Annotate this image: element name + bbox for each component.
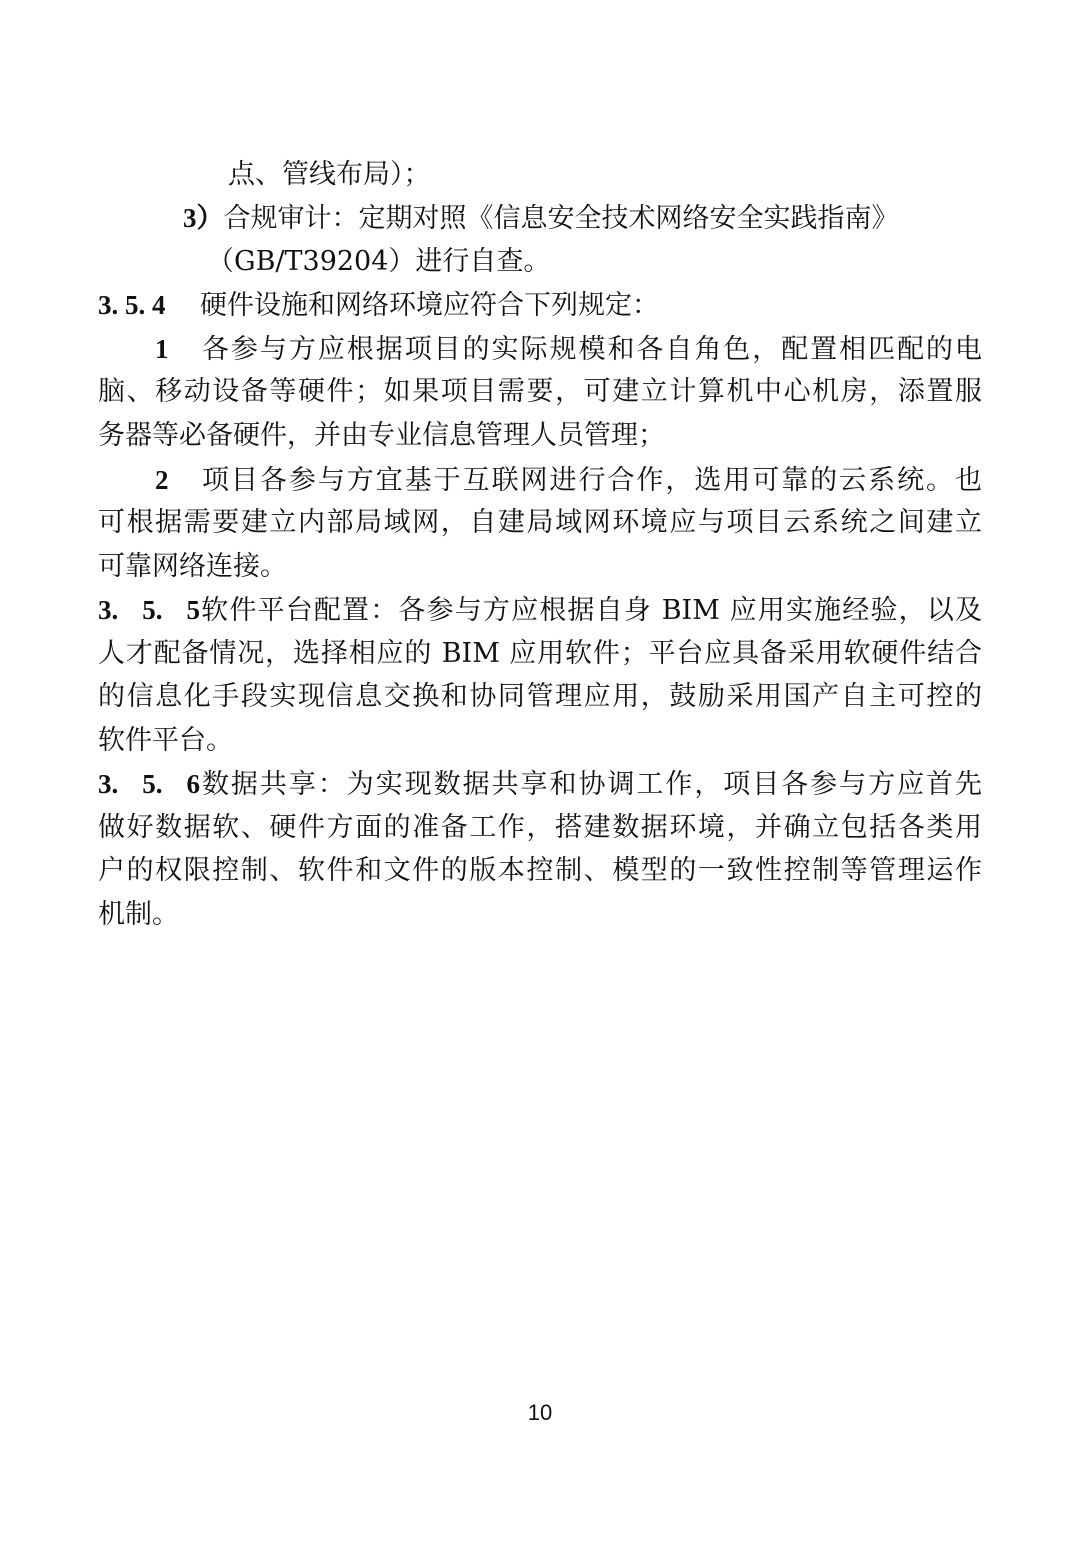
clause-number: 3. 5. 6 [98,769,200,799]
item-number: 2 [155,465,169,495]
text-line: （GB/T39204）进行自查。 [207,246,551,277]
clause-3-5-5: 3. 5. 5软件平台配置：各参与方应根据自身 BIM 应用实施经验，以及 [98,595,982,626]
text-line: 软件平台。 [98,725,233,756]
text-line: 机制。 [98,899,179,930]
item-number: 1 [155,334,169,364]
clause-number: 3. 5. 4 [98,290,166,320]
clause-3-5-6: 3. 5. 6数据共享：为实现数据共享和协调工作，项目各参与方应首先 [98,769,982,800]
text-line: 可靠网络连接。 [98,551,287,582]
text-line: 务器等必备硬件，并由专业信息管理人员管理； [98,420,665,451]
list-item-3: 3）合规审计：定期对照《信息安全技术网络安全实践指南》 [183,203,899,234]
list-item-2: 2 项目各参与方宜基于互联网进行合作，选用可靠的云系统。也 [155,465,982,496]
item-number: 3） [183,203,224,233]
page-number: 10 [527,1400,553,1425]
text-line: 户的权限控制、软件和文件的版本控制、模型的一致性控制等管理运作 [98,855,982,886]
text-line: 人才配备情况，选择相应的 BIM 应用软件；平台应具备采用软硬件结合 [98,638,982,669]
text-line: 做好数据软、硬件方面的准备工作，搭建数据环境，并确立包括各类用 [98,812,982,843]
clause-3-5-4: 3. 5. 4 硬件设施和网络环境应符合下列规定： [98,290,659,321]
text-line: 的信息化手段实现信息交换和协同管理应用，鼓励采用国产自主可控的 [98,681,982,712]
list-item-1: 1 各参与方应根据项目的实际规模和各自角色，配置相匹配的电 [155,334,982,365]
text-line: 点、管线布局）； [228,159,431,190]
clause-number: 3. 5. 5 [98,595,200,625]
text-line: 脑、移动设备等硬件；如果项目需要，可建立计算机中心机房，添置服 [98,376,982,407]
text-line: 可根据需要建立内部局域网，自建局域网环境应与项目云系统之间建立 [98,507,982,538]
